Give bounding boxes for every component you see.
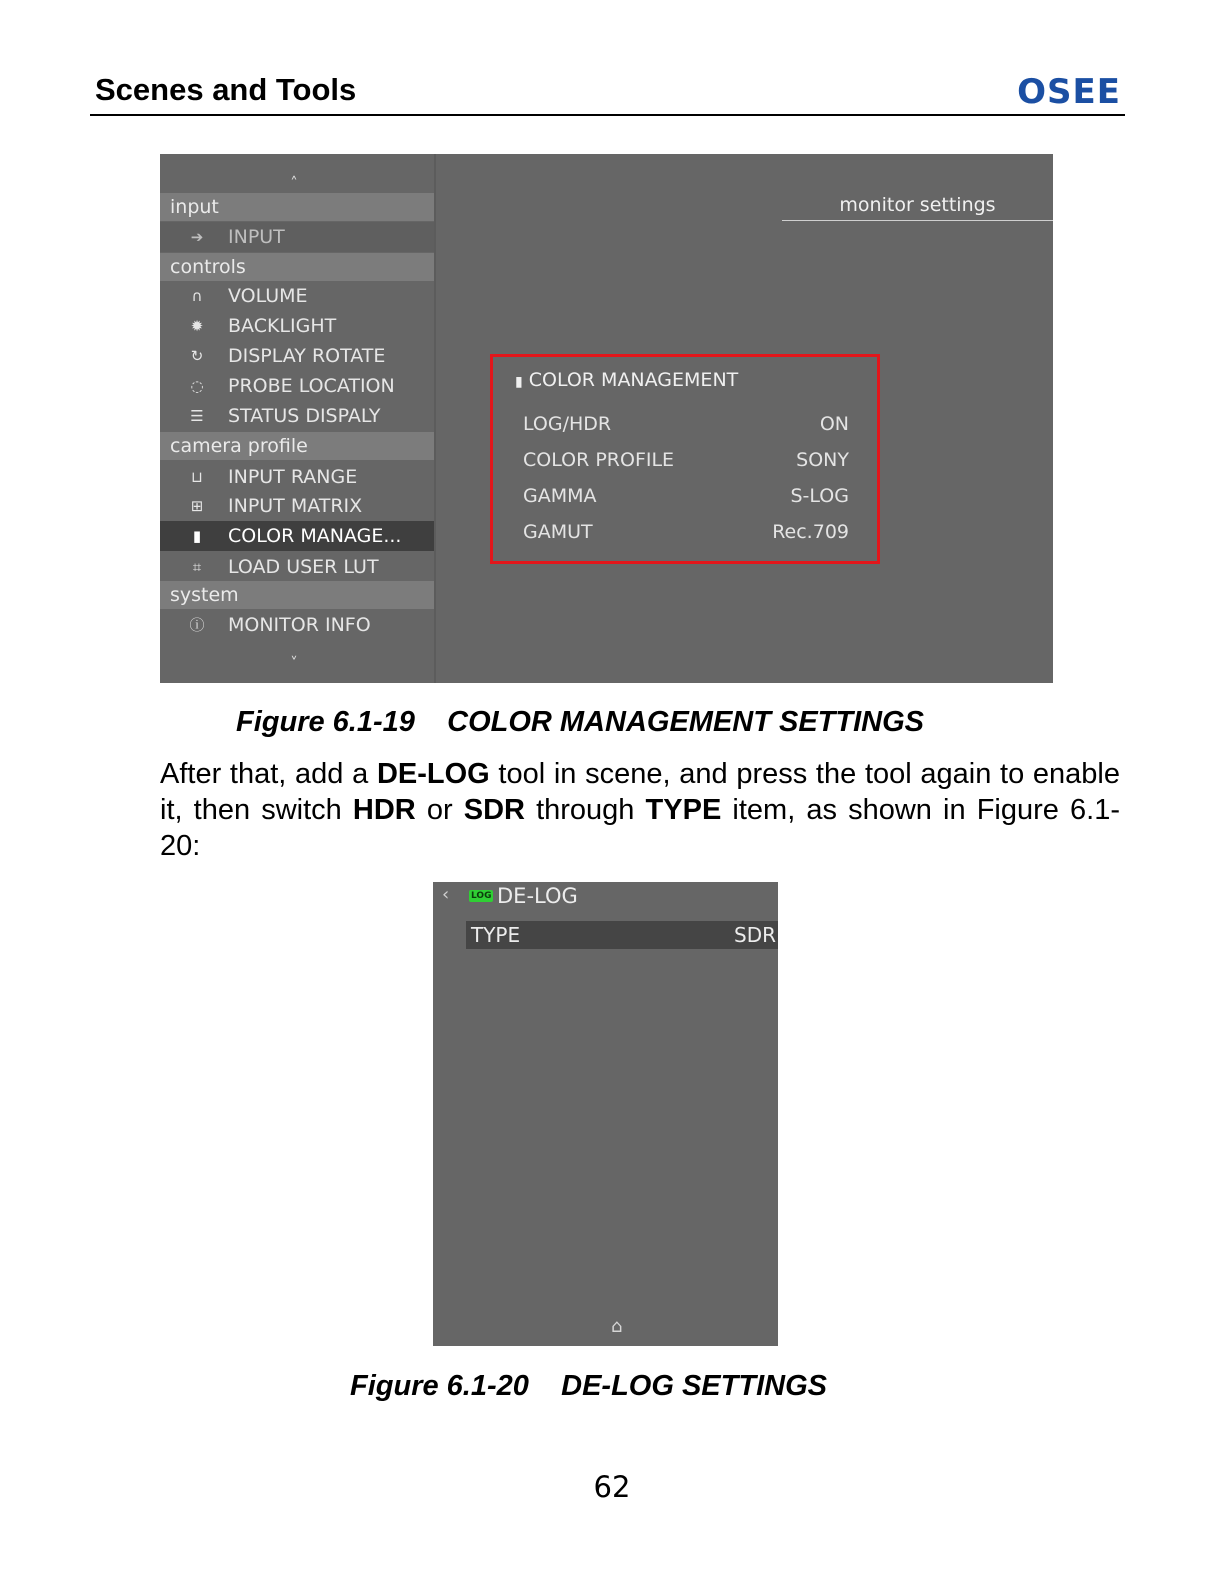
menu-item-status-display[interactable]	[160, 401, 434, 431]
menu-category-system: system	[160, 581, 434, 609]
rotate-icon: ↻	[190, 347, 204, 365]
back-chevron-icon[interactable]: ‹	[442, 884, 450, 905]
monitor-settings-title: monitor settings	[782, 190, 1053, 221]
body-paragraph	[160, 756, 1120, 864]
setting-key: LOG/HDR	[523, 413, 612, 435]
setting-value: Rec.709	[772, 521, 849, 543]
menu-item-label: STATUS DISPALY	[228, 405, 381, 427]
menu-item-color-manage[interactable]	[160, 521, 434, 551]
osee-logo: OSEE	[1017, 72, 1121, 112]
paragraph-text: tool in scene, and press the tool again to enable it, then switch	[160, 758, 1120, 826]
menu-item-load-user-lut[interactable]	[160, 552, 434, 582]
menu-item-input[interactable]	[160, 222, 434, 252]
checklist-icon: ☰	[190, 407, 204, 425]
menu-item-label: INPUT	[228, 226, 285, 248]
color-management-title-text: COLOR MANAGEMENT	[528, 369, 739, 391]
menu-item-label: DISPLAY ROTATE	[228, 345, 386, 367]
menu-category-input: input	[160, 193, 434, 221]
figure-caption-1: Figure 6.1-19 COLOR MANAGEMENT SETTINGS	[236, 706, 925, 738]
setting-row-gamma[interactable]	[523, 481, 849, 511]
color-management-panel	[490, 354, 880, 564]
color-drop-icon: ▮	[192, 527, 202, 545]
settings-menu	[160, 154, 436, 683]
menu-item-label: VOLUME	[228, 285, 308, 307]
menu-item-label: COLOR MANAGE...	[228, 525, 402, 547]
paragraph-text: After that, add a	[160, 758, 377, 790]
paragraph-bold: DE-LOG	[376, 758, 490, 790]
page-number: 62	[593, 1470, 631, 1504]
probe-icon: ◌	[190, 377, 204, 395]
setting-row-log-hdr[interactable]	[523, 409, 849, 439]
menu-category-controls: controls	[160, 253, 434, 281]
menu-item-display-rotate[interactable]	[160, 341, 434, 371]
figure-caption-2: Figure 6.1-20 DE-LOG SETTINGS	[350, 1370, 827, 1402]
menu-item-label: PROBE LOCATION	[228, 375, 395, 397]
setting-value: S-LOG	[790, 485, 849, 507]
paragraph-bold: SDR	[463, 794, 525, 826]
headphones-icon: ∩	[191, 287, 203, 305]
menu-item-label: BACKLIGHT	[228, 315, 337, 337]
log-badge-icon: LOG	[471, 891, 492, 901]
menu-item-input-range[interactable]	[160, 462, 434, 492]
paragraph-bold: HDR	[352, 794, 416, 826]
menu-item-label: INPUT MATRIX	[228, 495, 363, 517]
input-icon: ➔	[190, 228, 204, 246]
monitor-settings-screenshot	[160, 154, 1053, 683]
color-management-title	[515, 369, 738, 391]
setting-key: TYPE	[471, 923, 521, 947]
menu-item-label: LOAD USER LUT	[228, 556, 379, 578]
matrix-icon: ⊞	[190, 497, 204, 515]
setting-value: SONY	[796, 449, 849, 471]
menu-category-camera-profile: camera profile	[160, 432, 434, 460]
lut-icon: ⌗	[192, 558, 202, 576]
setting-row-color-profile[interactable]	[523, 445, 849, 475]
paragraph-bold: TYPE	[645, 794, 722, 826]
menu-item-input-matrix[interactable]	[160, 491, 434, 521]
scroll-up-icon[interactable]: ˄	[290, 174, 298, 192]
trash-icon[interactable]: ⌂	[611, 1316, 623, 1337]
menu-item-volume[interactable]	[160, 281, 434, 311]
delog-settings-screenshot	[433, 882, 778, 1346]
color-drop-icon: ▮	[515, 374, 523, 390]
info-icon: ⓘ	[189, 616, 205, 634]
menu-item-monitor-info[interactable]	[160, 610, 434, 640]
brightness-icon: ✹	[190, 317, 204, 335]
menu-item-probe-location[interactable]	[160, 371, 434, 401]
page-header	[90, 68, 1125, 116]
menu-item-label: MONITOR INFO	[228, 614, 371, 636]
setting-key: GAMUT	[523, 521, 593, 543]
delog-title: DE-LOG	[497, 884, 578, 908]
setting-key: GAMMA	[523, 485, 597, 507]
paragraph-text: through	[524, 794, 646, 826]
setting-key: COLOR PROFILE	[523, 449, 675, 471]
menu-item-backlight[interactable]	[160, 311, 434, 341]
setting-value: ON	[819, 413, 849, 435]
paragraph-text: item, as shown in Figure 6.1-20:	[160, 794, 1120, 862]
range-icon: ⊔	[191, 468, 203, 486]
scroll-down-icon[interactable]: ˅	[290, 654, 298, 672]
section-title: Scenes and Tools	[95, 72, 357, 107]
setting-row-gamut[interactable]	[523, 517, 849, 547]
menu-item-label: INPUT RANGE	[228, 466, 358, 488]
type-setting-row[interactable]	[466, 921, 778, 949]
setting-value: SDR	[734, 923, 776, 947]
paragraph-text: or	[415, 794, 464, 826]
